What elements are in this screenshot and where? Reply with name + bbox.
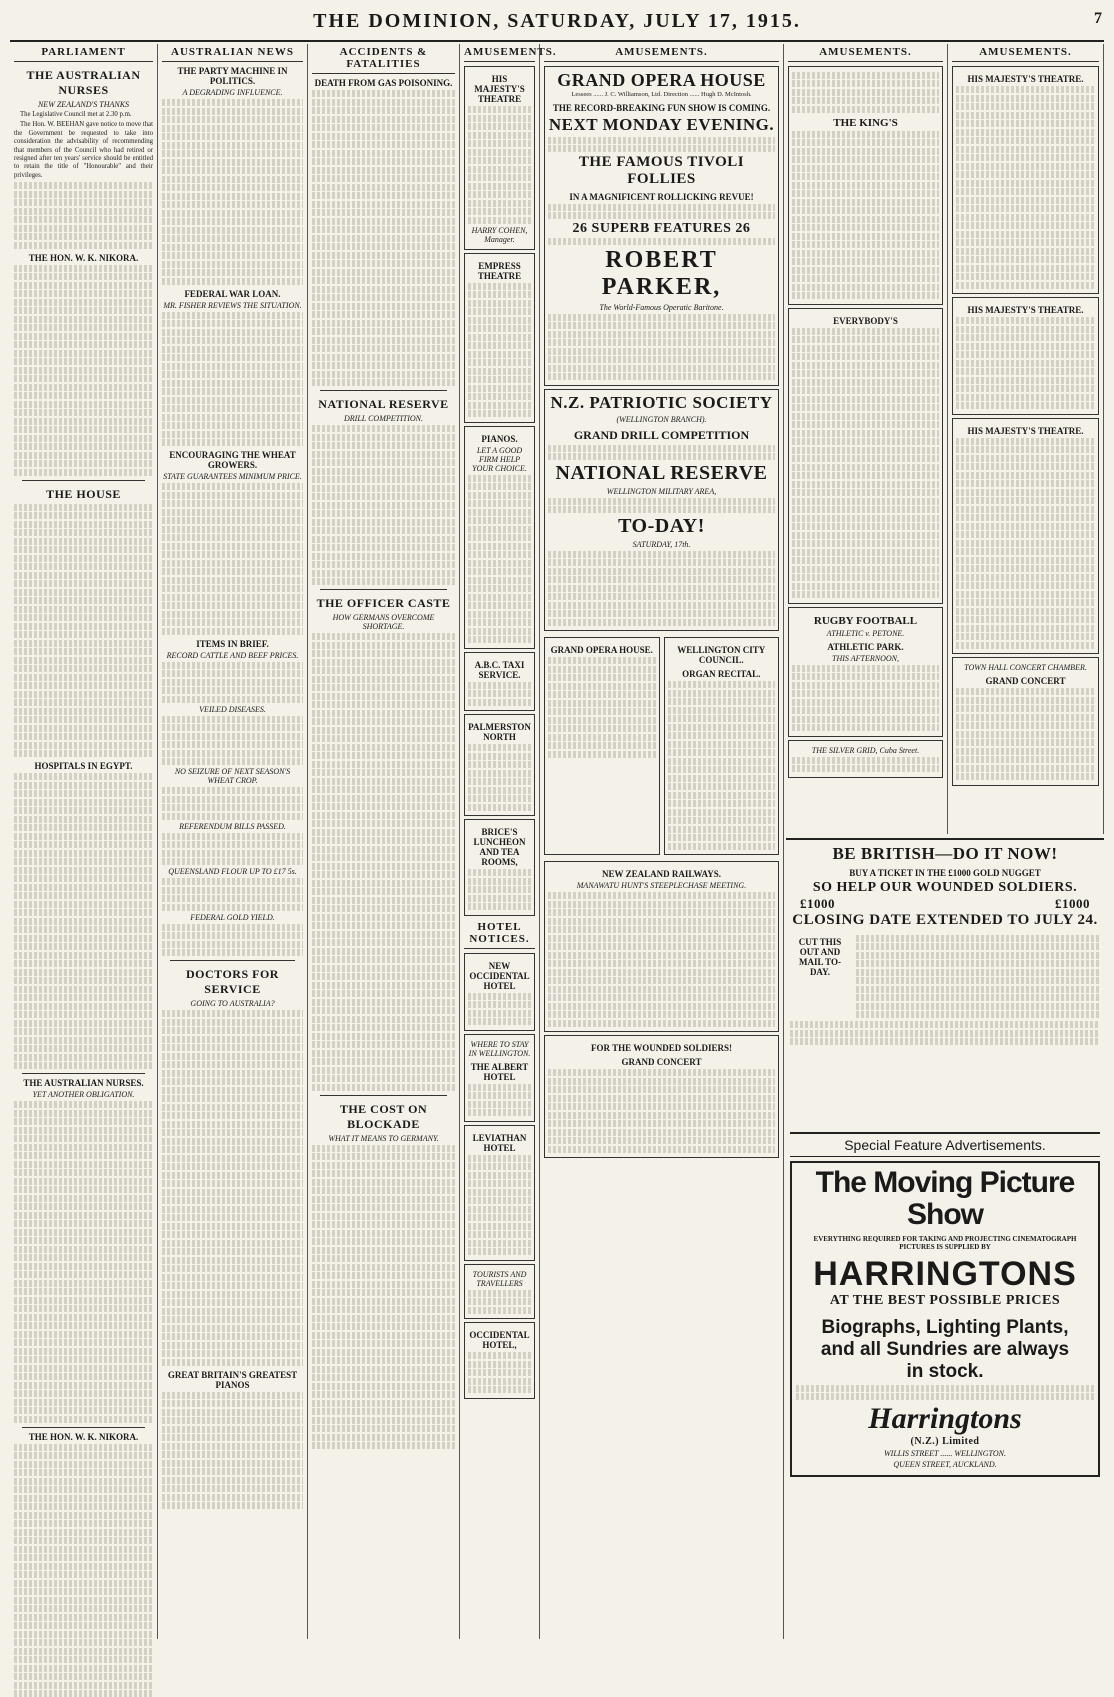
subhead: VEILED DISEASES. (199, 704, 266, 714)
text-block (162, 99, 303, 285)
ad-palmerston (464, 714, 535, 816)
headline: THE PARTY MACHINE IN POLITICS. (177, 66, 288, 86)
ad-title: HIS MAJESTY'S THEATRE (474, 74, 525, 104)
ad-stock-1: Biographs, Lighting Plants, (821, 1317, 1069, 1338)
subhead: HOSPITALS IN EGYPT. (34, 761, 133, 772)
ad-title: THE KING'S (833, 116, 898, 129)
text-block (14, 265, 153, 476)
ad-his-majestys (464, 66, 535, 250)
headline: ITEMS IN BRIEF. (196, 638, 269, 649)
ad-supplied: EVERYTHING REQUIRED FOR TAKING AND PROJECTING CINEMATOGRAPH PICTURES IS SUPPLIED BY (813, 1235, 1077, 1251)
subhead: STATE GUARANTEES MINIMUM PRICE. (163, 472, 302, 481)
ad-title: A.B.C. TAXI SERVICE. (474, 659, 525, 680)
text-block (312, 90, 455, 386)
ad-kings (788, 66, 943, 305)
ad-time: THIS AFTERNOON, (832, 653, 899, 663)
section-head: PARLIAMENT (14, 44, 153, 62)
subhead: MR. FISHER REVIEWS THE SITUATION. (163, 300, 302, 310)
ad-title: NEW OCCIDENTAL HOTEL (469, 960, 530, 991)
headline: THE HOUSE (46, 486, 121, 501)
column-amusements-2 (540, 44, 784, 1639)
ad-title: BE BRITISH—DO IT NOW! (832, 844, 1058, 863)
text-block (312, 425, 455, 585)
subhead: QUEENSLAND FLOUR UP TO £17 5s. (168, 867, 297, 876)
ad-title: HIS MAJESTY'S THEATRE. (967, 425, 1084, 436)
article-text: The Hon. W. BEEHAN gave notice to move that the Government be requested to take into consideration the advisability of recommending that members of the Council who had retired or resigned after ten years' service should be entitled to retain the title of "Honourable" and their privileges. (14, 121, 153, 179)
headline: FEDERAL WAR LOAN. (184, 288, 281, 299)
ad-his-majestys-1 (952, 66, 1099, 294)
ad-stock-3: in stock. (906, 1361, 984, 1382)
section-head: AMUSEMENTS. (464, 44, 535, 62)
text-block (14, 773, 153, 1069)
text-block (162, 1392, 303, 1510)
ad-leviathan (464, 1125, 535, 1261)
text-block (14, 1444, 153, 1697)
ad-manager: HARRY COHEN, Manager. (471, 225, 528, 244)
ad-headline: NEXT MONDAY EVENING. (548, 115, 775, 134)
ad-event: GRAND CONCERT (621, 1057, 702, 1067)
section-head: AMUSEMENTS. (952, 44, 1099, 62)
ad-tourists (464, 1264, 535, 1320)
ad-title: EVERYBODY'S (833, 315, 898, 326)
ad-wounded-concert (544, 1035, 779, 1158)
ad-star-desc: The World-Famous Operatic Baritone. (599, 302, 724, 312)
ad-title: OCCIDENTAL HOTEL, (469, 1330, 530, 1350)
ad-row (544, 634, 779, 858)
subhead: THE HON. W. K. NIKORA. (28, 1431, 139, 1442)
ad-occidental (464, 1322, 535, 1399)
ad-signature: Harringtons (868, 1401, 1022, 1435)
headline: GREAT BRITAIN'S GREATEST PIANOS (167, 1369, 298, 1390)
text-block (162, 716, 303, 766)
ad-line: BUY A TICKET IN THE £1000 GOLD NUGGET (849, 868, 1041, 878)
ad-address: WILLIS STREET ...... WELLINGTON. (884, 1448, 1006, 1458)
ad-title: PALMERSTON NORTH (468, 722, 531, 742)
ad-where-to-stay (464, 1034, 535, 1122)
ad-date: SATURDAY, 17th. (632, 539, 691, 549)
ad-patriotic-society (544, 389, 779, 632)
ad-ltd: (N.Z.) Limited (910, 1435, 980, 1447)
special-feature (786, 1130, 1104, 1638)
subhead: WHAT IT MEANS TO GERMANY. (328, 1133, 439, 1143)
ad-event: GRAND DRILL COMPETITION (573, 427, 750, 442)
text-block (162, 787, 303, 820)
subhead: REFERENDUM BILLS PASSED. (179, 821, 286, 831)
subhead: THE HON. W. K. NIKORA. (28, 252, 139, 263)
subhead: YET ANOTHER OBLIGATION. (32, 1090, 135, 1100)
subheadline: NEW ZEALAND'S THANKS (37, 100, 130, 109)
text-block (162, 878, 303, 911)
ad-title: NEW ZEALAND RAILWAYS. (602, 869, 721, 879)
section-head: HOTEL NOTICES. (464, 919, 535, 949)
ad-new-occidental (464, 953, 535, 1031)
subhead: DRILL COMPETITION. (344, 414, 423, 423)
ad-title: PIANOS. (481, 433, 518, 444)
special-heading: Special Feature Advertisements. (790, 1132, 1100, 1157)
headline: THE AUSTRALIAN NURSES (26, 68, 141, 97)
ad-town-hall (952, 657, 1099, 786)
section-head: AMUSEMENTS. (788, 44, 943, 62)
ad-brices (464, 819, 535, 916)
subhead: GOING TO AUSTRALIA? (190, 999, 275, 1008)
subhead: A DEGRADING INFLUENCE. (182, 88, 283, 97)
ad-railways (544, 861, 779, 1032)
ad-title: LEVIATHAN HOTEL (472, 1132, 527, 1153)
ad-title: HIS MAJESTY'S THEATRE. (967, 305, 1084, 315)
column-australian-news (158, 44, 308, 1639)
ad-today: TO-DAY! (618, 514, 705, 537)
ad-brand: HARRINGTONS (813, 1255, 1077, 1293)
ad-line: IN A MAGNIFICENT ROLLICKING REVUE! (569, 191, 754, 202)
ad-empress (464, 253, 535, 423)
ad-title: HIS MAJESTY'S THEATRE. (967, 74, 1084, 84)
subhead: FEDERAL GOLD YIELD. (190, 912, 275, 922)
subhead: NO SEIZURE OF NEXT SEASON'S WHEAT CROP. (174, 767, 291, 785)
ad-title: EMPRESS THEATRE (477, 260, 522, 281)
ad-title: RUGBY FOOTBALL (813, 614, 918, 627)
ad-title: N.Z. PATRIOTIC SOCIETY (550, 392, 773, 412)
text-block (14, 504, 153, 758)
ad-title: WHERE TO STAY IN WELLINGTON. (468, 1039, 531, 1058)
ad-stock-2: and all Sundries are always (820, 1339, 1070, 1360)
ad-features: 26 SUPERB FEATURES 26 (572, 220, 751, 236)
coupon (790, 933, 1100, 1020)
ad-title: The Moving Picture Show (815, 1166, 1075, 1231)
closing-date: CLOSING DATE EXTENDED TO JULY 24. (792, 912, 1098, 928)
ad-grand-opera-house (544, 66, 779, 386)
text-block (162, 1010, 303, 1366)
page-number: 7 (1094, 10, 1102, 27)
article-text: The Legislative Council met at 2.30 p.m. (20, 111, 132, 118)
headline: DOCTORS FOR SERVICE (186, 967, 279, 996)
ad-title: TOURISTS AND TRAVELLERS (472, 1269, 527, 1288)
ad-silver-grid (788, 740, 943, 778)
text-block (162, 483, 303, 635)
prize-row (790, 896, 1100, 912)
ad-lessee: Lessees ...... J. C. Williamson, Ltd. Direction ...... Hugh D. McIntosh. (571, 91, 752, 98)
ad-match: ATHLETIC v. PETONE. (826, 628, 905, 638)
ad-goh-small (544, 637, 660, 855)
text-block (312, 633, 455, 1091)
ad-org: NATIONAL RESERVE (555, 461, 768, 484)
prize-left: £1000 (800, 896, 835, 911)
ad-taxi (464, 652, 535, 712)
column-parliament (10, 44, 158, 1639)
ad-area: WELLINGTON MILITARY AREA, (606, 486, 717, 496)
ad-title: FOR THE WOUNDED SOLDIERS! (591, 1043, 732, 1053)
masthead (10, 6, 1104, 42)
page-title: THE DOMINION, SATURDAY, JULY 17, 1915. (313, 10, 801, 32)
ad-event: MANAWATU HUNT'S STEEPLECHASE MEETING. (576, 881, 747, 890)
text-block (14, 1101, 153, 1423)
ad-hotel: THE ALBERT HOTEL (470, 1061, 529, 1082)
ad-everybodys (788, 308, 943, 604)
column-amusements-4 (948, 44, 1104, 834)
ad-rugby (788, 607, 943, 737)
ad-line: THE RECORD-BREAKING FUN SHOW IS COMING. (552, 103, 771, 113)
ad-city-council (664, 637, 780, 855)
ad-price: AT THE BEST POSSIBLE PRICES (829, 1293, 1061, 1308)
ad-his-majestys-2 (952, 297, 1099, 415)
text-block (162, 312, 303, 447)
column-amusements-1 (460, 44, 557, 1639)
ad-title: GRAND OPERA HOUSE (557, 70, 766, 90)
section-head: AMUSEMENTS. (544, 44, 779, 62)
subhead: RECORD CATTLE AND BEEF PRICES. (166, 650, 299, 660)
ad-pianos (464, 426, 535, 649)
headline: DEATH FROM GAS POISONING. (314, 78, 453, 88)
coupon-instructions: CUT THIS OUT AND MAIL TO-DAY. (798, 937, 842, 977)
text-block (162, 662, 303, 703)
subhead: THE AUSTRALIAN NURSES. (23, 1078, 144, 1089)
headline: THE OFFICER CASTE (316, 596, 451, 610)
ad-title: WELLINGTON CITY COUNCIL. (677, 645, 766, 665)
headline: THE COST ON BLOCKADE (339, 1101, 428, 1131)
ad-title: BRICE'S LUNCHEON AND TEA ROOMS, (473, 827, 526, 867)
ad-subtitle: LET A GOOD FIRM HELP YOUR CHOICE. (472, 445, 527, 473)
ad-event: ORGAN RECITAL. (682, 669, 761, 679)
text-block (162, 833, 303, 866)
prize-right: £1000 (1055, 896, 1090, 911)
headline: ENCOURAGING THE WHEAT GROWERS. (169, 450, 296, 470)
ad-address-2: QUEEN STREET, AUCKLAND. (893, 1459, 997, 1469)
ad-line: SO HELP OUR WOUNDED SOLDIERS. (812, 880, 1078, 895)
ad-title: GRAND OPERA HOUSE. (550, 645, 653, 655)
ad-venue: ATHLETIC PARK. (827, 641, 904, 652)
ad-event: GRAND CONCERT (985, 676, 1066, 686)
ad-his-majestys-3 (952, 418, 1099, 655)
subhead: HOW GERMANS OVERCOME SHORTAGE. (332, 613, 435, 631)
ad-title: TOWN HALL CONCERT CHAMBER. (964, 663, 1087, 672)
ad-be-british (786, 838, 1104, 1128)
ad-title: THE SILVER GRID, Cuba Street. (811, 745, 920, 755)
section-head: ACCIDENTS & FATALITIES (312, 44, 455, 74)
ad-star: ROBERT PARKER, (601, 246, 722, 300)
section-head: AUSTRALIAN NEWS (162, 44, 303, 62)
text-block (312, 1145, 455, 1450)
ad-stock (796, 1317, 1094, 1383)
text-block (14, 182, 153, 249)
ad-harringtons (790, 1161, 1100, 1477)
ad-subtitle: (WELLINGTON BRANCH). (616, 414, 707, 424)
column-accidents (308, 44, 460, 1639)
text-block (162, 924, 303, 957)
column-amusements-3 (784, 44, 948, 834)
headline: NATIONAL RESERVE (318, 397, 449, 411)
ad-show: THE FAMOUS TIVOLI FOLLIES (578, 153, 745, 187)
coupon-form[interactable] (856, 933, 1100, 1020)
